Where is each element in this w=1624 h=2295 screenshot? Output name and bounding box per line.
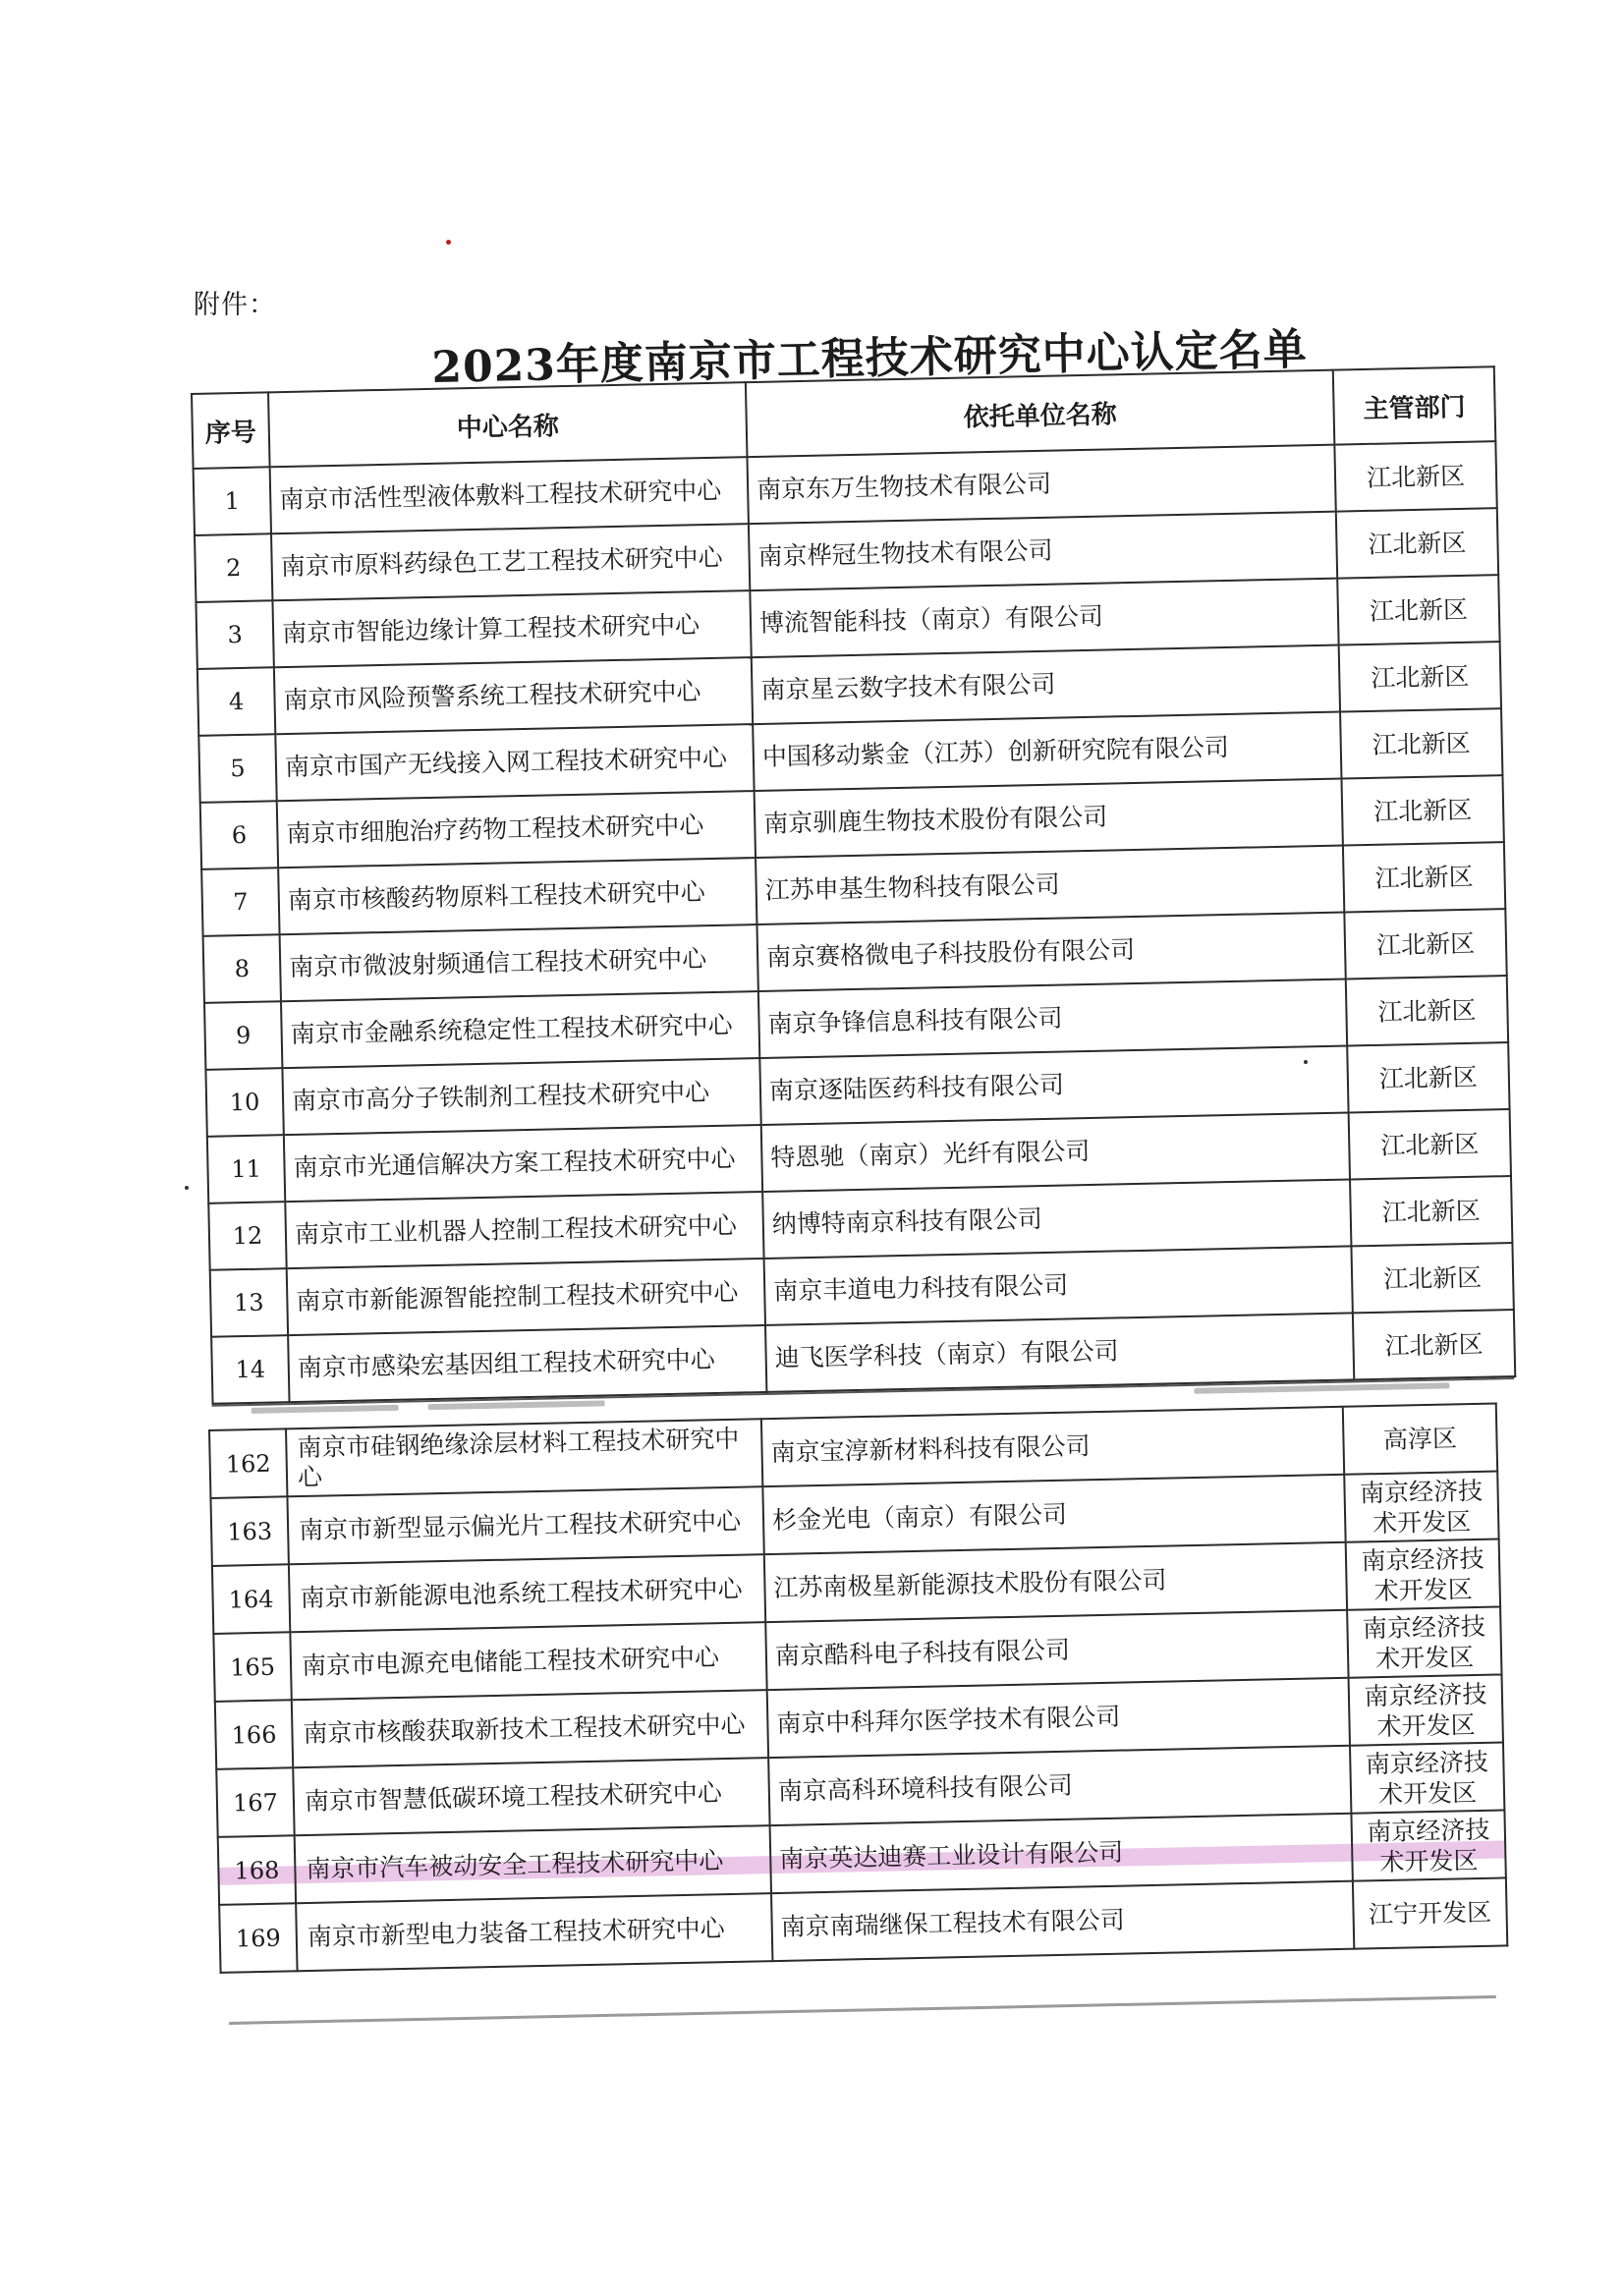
row-number: 5 [198, 734, 276, 803]
department: 南京经济技术开发区 [1349, 1674, 1503, 1745]
host-unit: 特恩驰（南京）光纤有限公司 [761, 1112, 1350, 1192]
center-name: 南京市电源充电储能工程技术研究中心 [290, 1622, 766, 1700]
center-name: 南京市硅钢绝缘涂层材料工程技术研究中心 [286, 1419, 762, 1496]
row-number: 167 [216, 1767, 294, 1837]
host-unit: 南京星云数字技术有限公司 [752, 645, 1340, 725]
row-number: 11 [207, 1135, 285, 1203]
department: 江北新区 [1350, 1176, 1512, 1246]
host-unit: 江苏南极星新能源技术股份有限公司 [764, 1542, 1347, 1622]
host-unit: 江苏申基生物科技有限公司 [756, 846, 1344, 925]
row-number: 162 [209, 1428, 287, 1498]
department: 南京经济技术开发区 [1346, 1539, 1500, 1610]
row-number: 168 [218, 1835, 296, 1905]
table-fragment-top [191, 365, 1515, 1425]
center-name: 南京市核酸获取新技术工程技术研究中心 [292, 1690, 768, 1767]
header-center: 中心名称 [268, 382, 747, 467]
row-number: 2 [195, 533, 272, 602]
department: 江北新区 [1334, 441, 1496, 511]
row-number: 1 [194, 467, 271, 535]
host-unit: 南京南瑞继保工程技术有限公司 [771, 1881, 1354, 1961]
department: 江北新区 [1339, 642, 1501, 711]
host-unit: 南京驯鹿生物技术股份有限公司 [755, 779, 1343, 859]
center-name: 南京市汽车被动安全工程技术研究中心 [295, 1825, 771, 1903]
department: 江北新区 [1351, 1243, 1513, 1313]
host-unit: 杉金光电（南京）有限公司 [762, 1475, 1345, 1554]
row-number: 13 [210, 1268, 288, 1337]
department: 江北新区 [1349, 1109, 1511, 1179]
host-unit: 南京赛格微电子科技股份有限公司 [756, 913, 1345, 992]
row-number: 7 [201, 868, 279, 936]
host-unit: 南京桦冠生物技术有限公司 [749, 512, 1337, 591]
center-name: 南京市智能边缘计算工程技术研究中心 [272, 590, 751, 667]
roster-table-bottom [208, 1403, 1508, 1974]
document-title: 2023年度南京市工程技术研究中心认定名单 [430, 324, 1309, 394]
center-name: 南京市核酸药物原料工程技术研究中心 [278, 858, 756, 934]
host-unit: 南京酷科电子科技有限公司 [765, 1610, 1348, 1690]
center-name: 南京市高分子铁制剂工程技术研究中心 [282, 1058, 760, 1135]
host-unit: 南京丰道电力科技有限公司 [764, 1246, 1353, 1325]
center-name: 南京市微波射频通信工程技术研究中心 [280, 924, 758, 1001]
department: 江北新区 [1344, 909, 1506, 979]
row-number: 169 [219, 1903, 297, 1973]
host-unit: 中国移动紫金（江苏）创新研究院有限公司 [753, 712, 1341, 792]
department: 南京经济技术开发区 [1344, 1472, 1498, 1542]
host-unit: 纳博特南京科技有限公司 [762, 1179, 1351, 1259]
host-unit: 南京宝淳新材料科技有限公司 [761, 1407, 1344, 1486]
department: 南京经济技术开发区 [1351, 1810, 1505, 1880]
row-number: 166 [215, 1700, 293, 1769]
department: 高淳区 [1343, 1404, 1497, 1475]
host-unit: 迪飞医学科技（南京）有限公司 [765, 1313, 1354, 1392]
header-no: 序号 [192, 392, 270, 469]
row-number: 9 [204, 1001, 282, 1070]
center-name: 南京市感染宏基因组工程技术研究中心 [288, 1325, 766, 1402]
host-unit: 南京逐陆医药科技有限公司 [759, 1045, 1348, 1125]
row-number: 163 [210, 1496, 288, 1566]
department: 江宁开发区 [1353, 1877, 1507, 1948]
roster-table-top [191, 365, 1516, 1405]
scan-speck [185, 1186, 189, 1190]
red-mark [446, 240, 451, 245]
department: 南京经济技术开发区 [1350, 1742, 1504, 1813]
row-number: 12 [208, 1202, 286, 1270]
row-number: 6 [200, 801, 278, 869]
host-unit: 南京东万生物技术有限公司 [747, 445, 1335, 525]
row-number: 10 [205, 1068, 283, 1137]
department: 江北新区 [1346, 976, 1508, 1045]
center-name: 南京市工业机器人控制工程技术研究中心 [285, 1192, 763, 1268]
center-name: 南京市活性型液体敷料工程技术研究中心 [270, 457, 749, 533]
host-unit: 南京英达迪赛工业设计有限公司 [770, 1814, 1353, 1893]
row-number: 8 [203, 934, 281, 1003]
center-name: 南京市新型电力装备工程技术研究中心 [296, 1893, 772, 1971]
row-number: 3 [196, 600, 273, 669]
header-dept: 主管部门 [1333, 366, 1496, 444]
table-fragment-bottom [208, 1403, 1508, 2048]
center-name: 南京市原料药绿色工艺工程技术研究中心 [271, 524, 750, 600]
attachment-label: 附件： [194, 290, 276, 320]
row-number: 164 [212, 1564, 290, 1634]
host-unit: 博流智能科技（南京）有限公司 [750, 579, 1338, 658]
center-name: 南京市光通信解决方案工程技术研究中心 [284, 1125, 762, 1202]
row-number: 165 [213, 1632, 291, 1702]
center-name: 南京市新能源电池系统工程技术研究中心 [289, 1554, 765, 1632]
header-unit: 依托单位名称 [746, 370, 1334, 458]
host-unit: 南京高科环境科技有限公司 [768, 1746, 1351, 1825]
department: 江北新区 [1353, 1310, 1515, 1379]
host-unit: 南京争锋信息科技有限公司 [758, 980, 1347, 1059]
center-name: 南京市智慧低碳环境工程技术研究中心 [293, 1758, 769, 1835]
row-number: 14 [211, 1335, 289, 1404]
department: 江北新区 [1336, 508, 1498, 578]
center-name: 南京市新能源智能控制工程技术研究中心 [287, 1259, 765, 1335]
center-name: 南京市新型显示偏光片工程技术研究中心 [287, 1486, 763, 1564]
row-number: 4 [197, 667, 275, 736]
table-body-top [194, 441, 1516, 1404]
center-name: 南京市细胞治疗药物工程技术研究中心 [277, 791, 756, 868]
department: 江北新区 [1347, 1042, 1509, 1112]
host-unit: 南京中科拜尔医学技术有限公司 [767, 1678, 1350, 1758]
department: 江北新区 [1337, 575, 1499, 644]
center-name: 南京市国产无线接入网工程技术研究中心 [275, 724, 754, 801]
department: 江北新区 [1340, 708, 1502, 778]
center-name: 南京市金融系统稳定性工程技术研究中心 [281, 991, 759, 1068]
department: 南京经济技术开发区 [1347, 1606, 1501, 1677]
department: 江北新区 [1341, 775, 1503, 845]
center-name: 南京市风险预警系统工程技术研究中心 [274, 657, 753, 734]
table-body-bottom [209, 1404, 1507, 1973]
department: 江北新区 [1343, 842, 1505, 912]
